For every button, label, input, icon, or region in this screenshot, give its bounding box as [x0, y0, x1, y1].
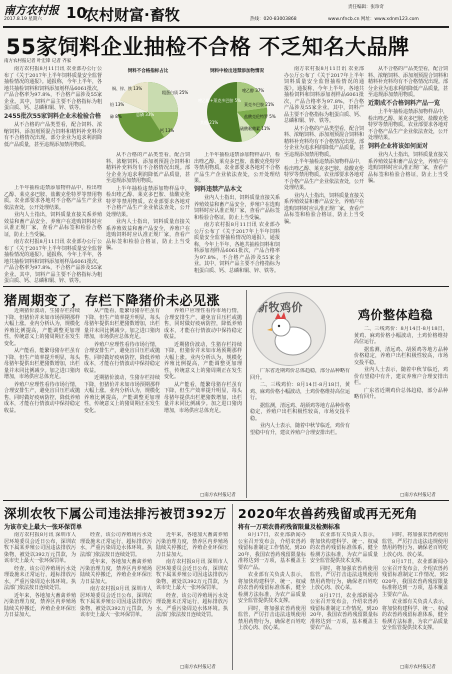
issue-date: 2017.8.19 星期六 [4, 17, 42, 22]
pig-para: 从产能看，能繁母猪存栏虽有下降，但生产效率提升明显，每头母猪年提供出栏肥猪数增加，出栏量并未同比例减少。加之进口猪肉增加，市场供应总体充足。 [164, 381, 242, 414]
drug-subhead: 将有一万项农兽药残留限量及检测标准 [238, 524, 341, 531]
drug-para: 农业部有关负责人表示，将加快构建科学、统一、权威的农兽药残留标准体系，健全检测方法标准，为农产品质量安全监管提供技术支撑。 [310, 532, 378, 564]
hotline: 热线：020-83003868 [250, 17, 297, 22]
shenzhen-para: 近年来，各地加大畜禽养殖污染治理力度，禁养区内养殖场陆续关停搬迁，养殖企业环保压力日益加大。 [4, 592, 76, 618]
drug-para: 同时，将加强农兽药使用监管，严厉打击违法违规使用禁用药物行为，确保老百姓吃上放心肉、放心菜。 [238, 605, 306, 631]
drug-para: 农业部有关负责人表示，将加快构建科学、统一、权威的农兽药残留标准体系，健全检测方法标准，为农产品质量安全监管提供技术支撑。 [238, 572, 306, 604]
drug-col-2 [310, 532, 378, 670]
shenzhen-para: 南方农村报8月讯 深圳市人居环境委员会近日公布，深圳农牧下属某养殖公司因违法排放污染物，被处以392万元罚款，为该市史上最大一张环保罚单。 [4, 532, 76, 564]
top-byline: 南方农村报记者 叶宏锋 记者 齐家 [4, 59, 72, 64]
chicken-para: 业内人士表示，随着中秋节临近，鸡价有望稳中有升，建议养殖户合理安排出栏。 [250, 423, 350, 436]
chicken-para: 二、三线鸡价：8月14日-8月18日，黄鸡、麻鸡价格小幅波动，土鸡价格维持高位运行。 [354, 326, 448, 345]
shenzhen-headline: 深圳农牧下属公司违法排污被罚392万 [4, 506, 227, 521]
drug-para: 8月17日，农业部新闻办公室召开发布会，介绍农兽药残留标准制定工作情况。到2020年，我国农兽药残留限量标准将达到一万项，基本覆盖主要农产品。 [382, 559, 448, 598]
top-headline: 55家饲料企业抽检不合格 不乏知名大品牌 [6, 35, 410, 59]
label-colistin: 硫酸黏菌素 11% [240, 126, 271, 131]
top-article-para: 从不合格的产品类型看，配合饲料、浓缩饲料、添加剂预混合饲料和精料补充料均有不合格情况出现。部分企业为追求利润降低产品质量，甚至违规添加禁用物质。 [368, 66, 448, 98]
page-number: 10 [66, 4, 87, 22]
top-article-para: 业内人士指出，饲料质量直接关系养殖效益和畜产品安全，养殖户在选购饲料时应认准正规厂家，查看产品标签和检验合格证，防止上当受骗。 [368, 152, 448, 184]
top-article-para: 南方农村报8月11日讯 农业部办公厅公布了《关于2017年上半年饲料质量安全监督抽检情况的通报》。通报称，今年上半年，各地共抽检饲料和饲料添加剂样品6061批次，产品合格率为97.8%，不合格产品涉及55家企业。其中，饲料产品主要不合格指标为粗蛋白质、钙、总磷和铜、锌、铁等。 [4, 66, 102, 111]
shenzhen-para: 南方农村报8月讯 深圳市人居环境委员会近日公布，深圳农牧下属某养殖公司因违法排放污染物，被处以392万元罚款，为该市史上最大一张环保罚单。 [156, 559, 228, 591]
drug-para: 同时，将加强农兽药使用监管，严厉打击违法违规使用禁用药物行为，确保老百姓吃上放心肉、放心菜。 [310, 565, 378, 591]
top-article-col-5 [368, 66, 448, 283]
shenzhen-col-2 [80, 532, 152, 670]
pig-para: 养殖户应理性看待市场行情，合理安排生产，避免盲目压栏或抛售，同时做好疫病防控，降低养殖成本，才能在行情波动中保持稳定收益。 [4, 381, 80, 414]
section-title: 农村财富·畜牧 [84, 6, 180, 24]
chart-unqualified [106, 68, 190, 150]
top-article-para: 业内人士指出，饲料质量直接关系养殖效益和畜产品安全，养殖户在选购饲料时应认准正规厂家，查看产品标签和检验合格证，防止上当受骗。 [194, 195, 280, 221]
top-article-para: 业内人士指出，饲料质量直接关系养殖效益和畜产品安全，养殖户在选购饲料时应认准正规厂家，查看产品标签和检验合格证，防止上当受骗。 [4, 212, 102, 238]
top-subhead-2: 饲料违禁产品本文 [194, 185, 243, 193]
chicken-para: 二、三线鸡价：8月14日-8月18日，黄鸡、麻鸡价格小幅波动，土鸡价格维持高位运行。 [250, 382, 350, 401]
label-olaquindox: 喹乙醇 37% [242, 88, 265, 93]
chicken-stamp-text: 新牧鸡价 [257, 301, 303, 314]
chicken-para: 据监测，清远鸡、胡须鸡等地方品种价格稳定，养殖户出栏积极性较高，市场交投平稳。 [354, 346, 448, 366]
drug-headline: 2020年农兽药残留或再无死角 [238, 506, 418, 521]
drug-para: 同时，将加强农兽药使用监管，严厉打击违法违规使用禁用药物行为，确保老百姓吃上放心肉、放心菜。 [382, 532, 448, 558]
chart-banned-title: 饲料中检出违禁添加物情况 [210, 69, 264, 74]
pig-col-3 [164, 308, 242, 494]
top-article-col-1b [4, 185, 102, 283]
top-article-col-3 [194, 152, 280, 283]
drug-col-3 [382, 532, 448, 662]
chicken-stamp [252, 292, 326, 366]
top-article-para: 从不合格的产品类型看，配合饲料、浓缩饲料、添加剂预混合饲料和精料补充料均有不合格情况出现。部分企业为追求利润降低产品质量，甚至违规添加禁用物质。 [4, 122, 102, 148]
chicken-byline: □南方农村报记者 [400, 493, 436, 498]
top-article-col-2 [106, 152, 190, 283]
editor-line: 责任编辑：张珍奇 [348, 5, 384, 10]
shenzhen-col-1 [4, 532, 76, 670]
label-copper: 铜、锌、铁 13% [112, 86, 143, 91]
drug-para: 农业部有关负责人表示，将加快构建科学、统一、权威的农兽药残留标准体系，健全检测方法标准，为农产品质量安全监管提供技术支撑。 [382, 599, 448, 631]
pig-headline: 猪周期变了，存栏下降猪价未必见涨 [4, 294, 221, 309]
top-article-para: 业内人士指出，饲料质量直接关系养殖效益和畜产品安全，养殖户在选购饲料时应认准正规厂家，查看产品标签和检验合格证，防止上当受骗。 [284, 192, 364, 225]
vertical-divider [246, 290, 247, 498]
chicken-col-2 [354, 326, 448, 494]
top-subhead-4: 饲料企业将该如何面对 [368, 142, 429, 150]
pie-slice-protein [148, 82, 178, 112]
pig-para: 近期猪价波动，生猪存栏持续下降，但猪价并未如市场预期那样大幅上涨。业内分析认为，规模化养殖比例提高，产能调整更加理性，传统意义上的猪周期正在发生变化。 [4, 308, 80, 347]
chart-unqualified-title: 饲料不合格指标占比 [127, 69, 169, 74]
top-article-para: 上半年抽检违禁添加物样品中，检出喹乙醇、莱克多巴胺、盐酸克伦特罗等禁用物质。农业部要求各地对不合格产品生产企业依法查处，公开处理结果。 [284, 159, 364, 191]
drug-byline: □南方农村报记者 [400, 665, 436, 670]
chart-banned [194, 68, 280, 150]
top-article-para: 上半年抽检违禁添加物样品中，检出喹乙醇、莱克多巴胺、盐酸克伦特罗等禁用物质。农业部要求各地对不合格产品生产企业依法查处，公开处理结果。 [368, 109, 448, 141]
top-article-para: 南方农村报8月11日讯 农业部办公厅公布了《关于2017年上半年饲料质量安全监督抽检情况的通报》。通报称，今年上半年，各地共抽检饲料和饲料添加剂样品6061批次，产品合格率为97.8%，不合格产品涉及55家企业。其中，饲料产品主要不合格指标为粗蛋白质、钙、总磷和铜、锌、铁等。 [284, 66, 364, 124]
vertical-divider-2 [232, 504, 233, 670]
section-rule-1 [3, 286, 449, 287]
website: www.nfncb.cn 网址：www.xdnm123.com [328, 17, 419, 22]
top-article-col-4 [284, 66, 364, 283]
chicken-col-1 [250, 368, 350, 494]
pig-para: 近期猪价波动，生猪存栏持续下降，但猪价并未如市场预期那样大幅上涨。业内分析认为，规模化养殖比例提高，产能调整更加理性，传统意义上的猪周期正在发生变化。 [164, 341, 242, 380]
pig-byline: □南方农村报记者 [200, 493, 236, 498]
drug-para: 8月17日，农业部新闻办公室召开发布会，介绍农兽药残留标准制定工作情况。到2020年，我国农兽药残留限量标准将达到一万项，基本覆盖主要农产品。 [238, 532, 306, 571]
drug-para: 8月17日，农业部新闻办公室召开发布会，介绍农兽药残留标准制定工作情况。到2020年，我国农兽药残留限量标准将达到一万项，基本覆盖主要农产品。 [310, 592, 378, 631]
top-article-para: 南方农村报8月11日讯 农业部办公厅公布了《关于2017年上半年饲料质量安全监督抽检情况的通报》。通报称，今年上半年，各地共抽检饲料和饲料添加剂样品6061批次，产品合格率为97.8%，不合格产品涉及55家企业。其中，饲料产品主要不合格指标为粗蛋白质、钙、总磷和铜、锌、铁等。 [4, 239, 102, 283]
shenzhen-para: 经查，该公司养殖场污水处理设施未正常运行，超标排放污水，严重污染周边水体环境。执法部门依法按日连续处罚。 [80, 532, 152, 558]
shenzhen-byline: □南方农村报记者 [180, 665, 216, 670]
pie-banned [194, 74, 280, 148]
chicken-para: 据监测，清远鸡、胡须鸡等地方品种价格稳定，养殖户出栏积极性较高，市场交投平稳。 [250, 402, 350, 422]
section-rule-2 [3, 500, 449, 501]
pig-para: 近期猪价波动，生猪存栏持续下降，但猪价并未如市场预期那样大幅上涨。业内分析认为，规模化养殖比例提高，产能调整更加理性，传统意义上的猪周期正在发生变化。 [84, 375, 160, 414]
chicken-headline: 鸡价整体趋稳 [358, 308, 434, 322]
shenzhen-subhead: 为该市史上最大一张环保罚单 [4, 524, 83, 531]
top-article-para: 上半年抽检违禁添加物样品中，检出喹乙醇、莱克多巴胺、盐酸克伦特罗等禁用物质。农业部要求各地对不合格产品生产企业依法查处，公开处理结果。 [194, 152, 280, 184]
chicken-para: 广东省近期鸡价总体趋稳，部分品种略有回升。 [354, 387, 448, 400]
label-phosphorus: 总磷 33% [136, 112, 155, 117]
top-subhead-1: 2455批次55家饲料企业未检验合格 [4, 112, 102, 120]
header-rule [3, 26, 449, 28]
top-article-para: 南方农村报8月11日讯 农业部办公厅公布了《关于2017年上半年饲料质量安全监督抽检情况的通报》。通报称，今年上半年，各地共抽检饲料和饲料添加剂样品6061批次，产品合格率为97.8%，不合格产品涉及55家企业。其中，饲料产品主要不合格指标为粗蛋白质、钙、总磷和铜、锌、铁等。 [194, 222, 280, 274]
pig-para: 从产能看，能繁母猪存栏虽有下降，但生产效率提升明显，每头母猪年提供出栏肥猪数增加，出栏量并未同比例减少。加之进口猪肉增加，市场供应总体充足。 [4, 348, 80, 380]
label-calcium: 钙 13% [160, 128, 175, 133]
label-mix: 喹乙醇+莱克多巴胺 5% [198, 98, 241, 103]
label-ractopamine: 莱克多巴胺 21% [244, 102, 275, 107]
pig-col-1 [4, 308, 80, 494]
label-lead: 铅 13% [110, 102, 125, 107]
pig-para: 从产能看，能繁母猪存栏虽有下降，但生产效率提升明显，每头母猪年提供出栏肥猪数增加，出栏量并未同比例减少。加之进口猪肉增加，市场供应总体充足。 [84, 308, 160, 340]
label-arsenic: 砷 8% [110, 114, 122, 119]
top-article-para: 从不合格的产品类型看，配合饲料、浓缩饲料、添加剂预混合饲料和精料补充料均有不合格情况出现。部分企业为追求利润降低产品质量，甚至违规添加禁用物质。 [106, 152, 190, 184]
shenzhen-para: 南方农村报8月讯 深圳市人居环境委员会近日公布，深圳农牧下属某养殖公司因违法排放污染物，被处以392万元罚款，为该市史上最大一张环保罚单。 [80, 586, 152, 618]
paper-logo: 南方农村报 [4, 4, 59, 17]
shenzhen-para: 近年来，各地加大畜禽养殖污染治理力度，禁养区内养殖场陆续关停搬迁，养殖企业环保压力日益加大。 [156, 532, 228, 558]
drug-col-1 [238, 532, 306, 670]
pig-para: 养殖户应理性看待市场行情，合理安排生产，避免盲目压栏或抛售，同时做好疫病防控，降低养殖成本，才能在行情波动中保持稳定收益。 [164, 308, 242, 340]
shenzhen-para: 经查，该公司养殖场污水处理设施未正常运行，超标排放污水，严重污染周边水体环境。执法部门依法按日连续处罚。 [4, 565, 76, 591]
chicken-para: 业内人士表示，随着中秋节临近，鸡价有望稳中有升，建议养殖户合理安排出栏。 [354, 367, 448, 386]
pig-para: 养殖户应理性看待市场行情，合理安排生产，避免盲目压栏或抛售，同时做好疫病防控，降低养殖成本，才能在行情波动中保持稳定收益。 [84, 341, 160, 374]
shenzhen-para: 经查，该公司养殖场污水处理设施未正常运行，超标排放污水，严重污染周边水体环境。执法部门依法按日连续处罚。 [156, 592, 228, 618]
top-article-para: 从不合格的产品类型看，配合饲料、浓缩饲料、添加剂预混合饲料和精料补充料均有不合格情况出现。部分企业为追求利润降低产品质量，甚至违规添加禁用物质。 [284, 125, 364, 158]
chicken-caption: 广东省近期鸡价总体趋稳，部分品种略有回升。 [250, 368, 350, 381]
top-article-para: 上半年抽检违禁添加物样品中，检出喹乙醇、莱克多巴胺、盐酸克伦特罗等禁用物质。农业部要求各地对不合格产品生产企业依法查处，公开处理结果。 [106, 185, 190, 218]
top-article-para: 上半年抽检违禁添加物样品中，检出喹乙醇、莱克多巴胺、盐酸克伦特罗等禁用物质。农业部要求各地对不合格产品生产企业依法查处，公开处理结果。 [4, 185, 102, 211]
label-other: 其他 21% [200, 120, 219, 125]
top-article-col-1 [4, 66, 102, 182]
shenzhen-col-3 [156, 532, 228, 662]
shenzhen-para: 近年来，各地加大畜禽养殖污染治理力度，禁养区内养殖场陆续关停搬迁，养殖企业环保压力日益加大。 [80, 559, 152, 585]
top-subhead-3: 近期成不合格饲料产品一览 [368, 99, 441, 107]
label-clenbuterol: 盐酸克伦特罗 5% [244, 114, 276, 119]
top-article-para: 业内人士指出，饲料质量直接关系养殖效益和畜产品安全，养殖户在选购饲料时应认准正规厂家，查看产品标签和检验合格证，防止上当受骗。 [106, 219, 190, 251]
label-protein: 粗蛋白质 25% [162, 90, 189, 95]
pig-col-2 [84, 308, 160, 494]
